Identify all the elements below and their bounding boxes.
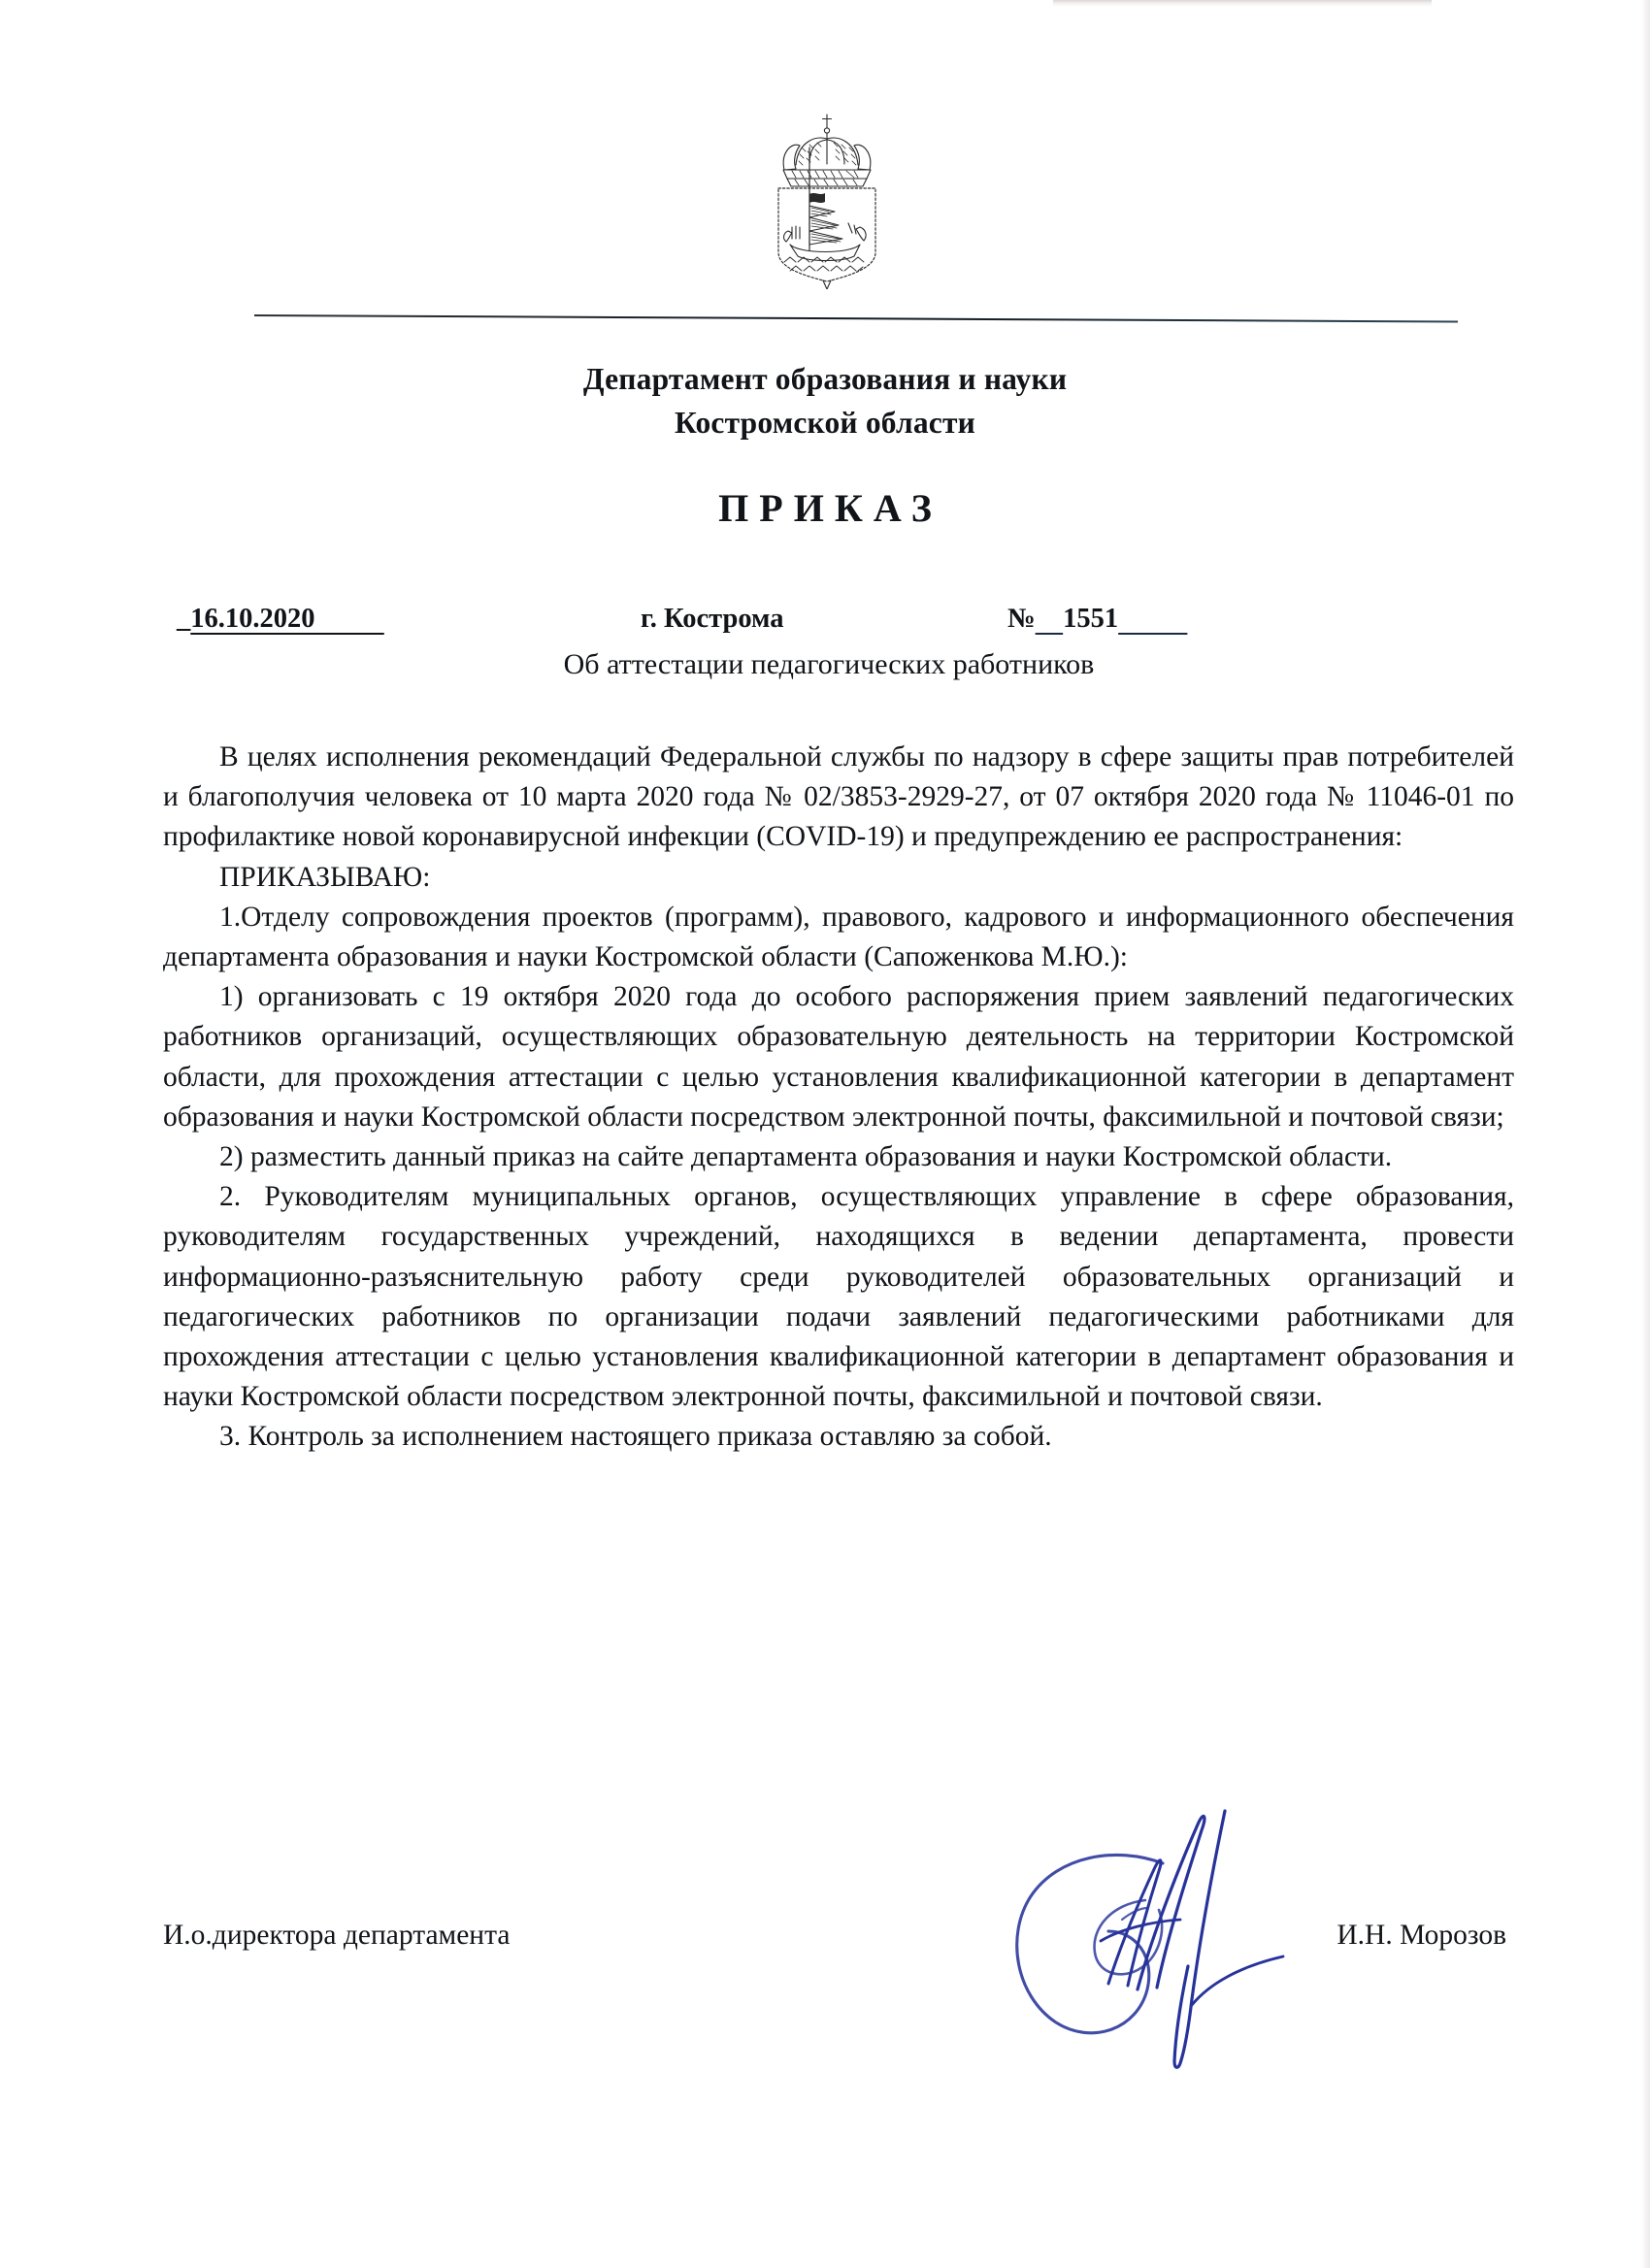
paragraph-item-2: 2. Руководителям муниципальных органов, осуществляющих управление в сфере образования, руководителям государственных учреждений, находящихся в ведении департамента, провести информационно-разъяснительную работу среди руководителей образовательных организаций и педагогических работников по организации подачи заявлений педагогическими работниками для прохождения аттестации с целью установления квалификационной категории в департамент образования и науки Костромской области посредством электронной почты, факсимильной и почтовой связи. [163, 1181, 1514, 1413]
document-subject: Об аттестации педагогических работников [563, 648, 1095, 680]
paragraph-order-verb: ПРИКАЗЫВАЮ: [219, 861, 431, 893]
paragraph-item-3: 3. Контроль за исполнением настоящего приказа оставляю за собой. [219, 1421, 1052, 1453]
signer-position: И.о.директора департамента [163, 1920, 511, 1951]
document-meta-line [155, 604, 1514, 648]
paragraph-item-1-intro: 1.Отделу сопровождения проектов (программ), правового, кадрового и информационного обеспечения департамента образования и науки Костромской области (Сапоженкова М.Ю.): [163, 901, 1514, 973]
signer-name: И.Н. Морозов [1336, 1920, 1506, 1951]
scan-edge-artifact-right [1641, 0, 1650, 2268]
document-number [1007, 604, 1187, 635]
document-city: г. Кострома [641, 604, 784, 634]
paragraph-preamble: В целях исполнения рекомендаций Федеральной службы по надзору в сфере защиты прав потребителей и благополучия человека от 10 марта 2020 года № 02/3853-2929-27, от 07 октября 2020 года № 11046-01 по профилактике новой коронавирусной инфекции (COVID-19) и предупреждению ее распространения: [163, 741, 1514, 853]
document-number-label: № [1007, 604, 1036, 634]
document-type-heading: ПРИКАЗ [718, 486, 942, 530]
signature-row [163, 1920, 1514, 1978]
paragraph-item-1-sub-1: 1) организовать с 19 октября 2020 года до особого распоряжения прием заявлений педагогических работников организаций, осуществляющих образовательную деятельность на территории Костромской области, для прохождения аттестации с целью установления квалификационной категории в департамент образования и науки Костромской области посредством электронной почты, факсимильной и почтовой связи; [163, 981, 1514, 1133]
paragraph-item-1-sub-2: 2) разместить данный приказ на сайте департамента образования и науки Костромской области. [219, 1141, 1393, 1173]
header-divider [254, 314, 1458, 318]
document-date: _16.10.2020 [177, 604, 315, 634]
document-number-value: 1551 [1063, 604, 1119, 634]
organization-line-1: Департамент образования и науки [582, 362, 1068, 396]
document-body [163, 738, 1514, 1458]
document-date-value: 16.10.2020 [190, 604, 315, 634]
organization-title [0, 357, 1650, 444]
coat-of-arms-icon [742, 109, 912, 289]
scan-edge-artifact-top [1053, 0, 1432, 7]
organization-line-2: Костромской области [674, 406, 976, 440]
